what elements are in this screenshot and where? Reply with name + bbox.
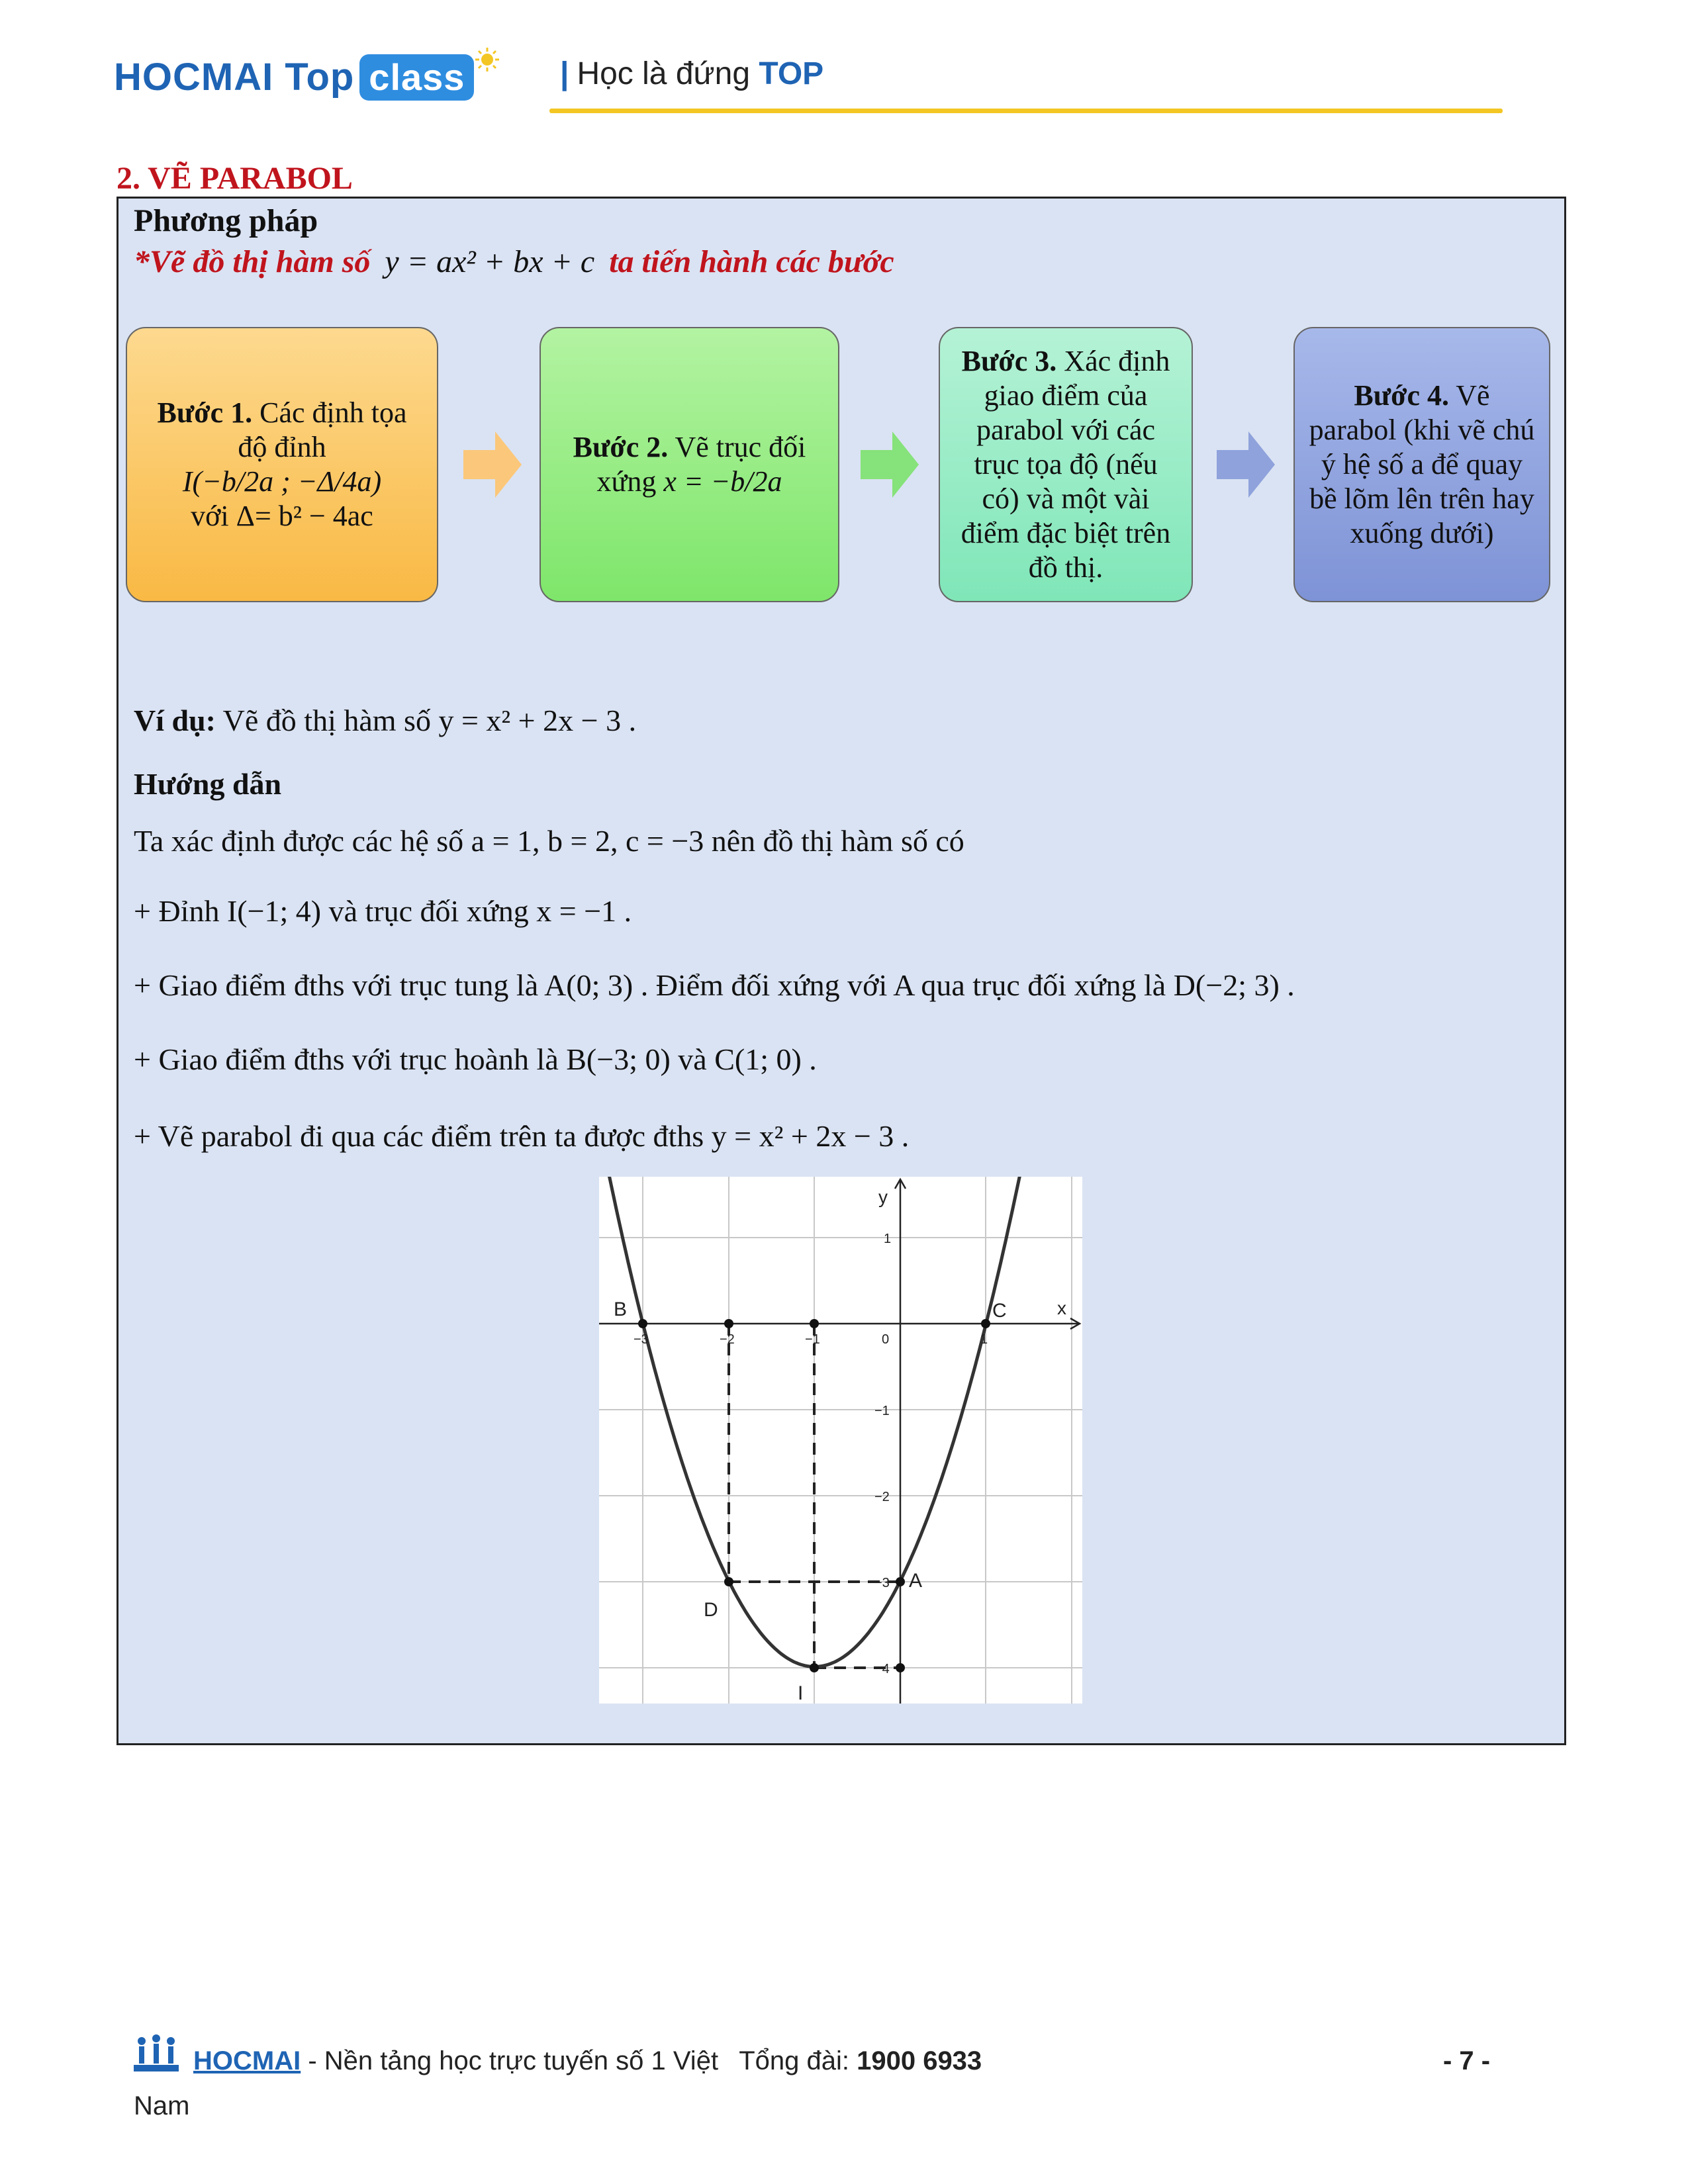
step-1-label: Bước 1.	[157, 396, 253, 429]
footer-brand-link[interactable]: HOCMAI	[193, 2046, 301, 2075]
y-axis-label: y	[878, 1187, 888, 1207]
step-2-box	[539, 327, 839, 602]
point-a-marker	[896, 1577, 905, 1586]
method-subtitle-prefix: *Vẽ đồ thị hàm số	[134, 244, 371, 279]
y-tick-label: −3	[874, 1576, 890, 1590]
point-marker	[810, 1319, 819, 1328]
guide-line: + Giao điểm đths với trục hoành là B(−3; 0) và C(1; 0) .	[134, 1042, 817, 1076]
step-3-label: Bước 3.	[961, 345, 1057, 377]
step-3-text: Xác định giao điểm của parabol với các trục tọa độ (nếu có) và một vài điểm đặc biệt trên đồ thị.	[961, 345, 1171, 584]
tagline-bold: TOP	[759, 56, 824, 91]
x-tick-label: −2	[720, 1332, 735, 1347]
y-tick-label: −1	[874, 1404, 890, 1418]
y-tick-label: −2	[874, 1490, 890, 1504]
point-i-label: I	[798, 1682, 804, 1704]
step-2-text: Vẽ trục đối xứng	[596, 431, 806, 498]
step-4-box	[1293, 327, 1550, 602]
guide-line: Ta xác định được các hệ số a = 1, b = 2, c = −3 nên đồ thị hàm số có	[134, 824, 964, 858]
step-1-note: với Δ= b² − 4ac	[191, 500, 373, 532]
method-subtitle-suffix: ta tiến hành các bước	[609, 244, 894, 279]
point-a-label: A	[909, 1570, 923, 1592]
point-b-marker	[638, 1319, 647, 1328]
point-marker	[896, 1663, 905, 1672]
example-formula: y = x² + 2x − 3 .	[438, 704, 637, 737]
x-axis-label: x	[1057, 1298, 1066, 1318]
method-subtitle	[134, 244, 894, 280]
footer-slogan-end: Nam	[134, 2091, 190, 2120]
step-2-label: Bước 2.	[573, 431, 669, 463]
guide-title	[134, 766, 281, 801]
arrow-right-icon	[1217, 432, 1275, 498]
guide-line: + Giao điểm đths với trục tung là A(0; 3) . Điểm đối xứng với A qua trục đối xứng là D(−2; 3) .	[134, 968, 1295, 1002]
step-3-box	[939, 327, 1193, 602]
example-line	[134, 703, 636, 738]
step-4-text: Vẽ parabol (khi vẽ chú ý hệ số a để quay bề lõm lên trên hay xuống dưới)	[1309, 379, 1535, 549]
page-number-text: - 7 -	[1443, 2046, 1491, 2075]
method-title: Phương pháp	[134, 203, 318, 238]
arrow-right-icon	[463, 432, 522, 498]
example-text: Vẽ đồ thị hàm số	[222, 704, 431, 737]
point-c-label: C	[992, 1300, 1007, 1322]
guide-line: + Đỉnh I(−1; 4) và trục đối xứng x = −1 .	[134, 894, 632, 928]
point-b-label: B	[614, 1298, 628, 1320]
footer-slogan: - Nền tảng học trực tuyến số 1 Việt	[308, 2046, 719, 2075]
footer-hotline-label: Tổng đài:	[739, 2046, 849, 2075]
step-4-label: Bước 4.	[1354, 379, 1450, 412]
parabola-graph	[599, 1177, 1082, 1704]
tagline	[560, 56, 823, 92]
point-c-marker	[981, 1319, 990, 1328]
step-1-box	[126, 327, 438, 602]
step-1-formula: I(−b/2a ; −Δ/4a)	[182, 465, 382, 498]
example-label: Ví dụ:	[134, 704, 216, 737]
x-tick-label: −1	[805, 1332, 820, 1347]
tagline-prefix: Học là đứng	[577, 56, 751, 91]
section-title: 2. VẼ PARABOL	[117, 161, 353, 196]
tagline-divider: |	[560, 56, 569, 91]
logo-text: HOCMAI Top	[114, 56, 355, 99]
step-1-text: Các định tọa độ đỉnh	[238, 396, 407, 463]
arrow-right-icon	[861, 432, 919, 498]
y-tick-label: 1	[884, 1232, 892, 1246]
method-formula: y = ax² + bx + c	[385, 244, 595, 279]
grid	[599, 1177, 1082, 1704]
guide-title-text: Hướng dẫn	[134, 767, 282, 801]
axes	[599, 1179, 1080, 1704]
footer-hotline-number: 1900 6933	[857, 2046, 982, 2075]
x-tick-label: 0	[882, 1332, 890, 1347]
step-2-formula: x = −b/2a	[663, 465, 782, 498]
page-number	[1443, 2046, 1490, 2076]
guide-line: + Vẽ parabol đi qua các điểm trên ta được đths y = x² + 2x − 3 .	[134, 1119, 910, 1153]
footer-line	[134, 2046, 982, 2076]
y-tick-label: −4	[874, 1662, 890, 1676]
parabola-curve	[599, 1177, 1051, 1666]
point-i-marker	[810, 1663, 819, 1672]
logo-class-badge: class	[359, 54, 474, 101]
point-marker	[724, 1319, 733, 1328]
hocmai-topclass-logo	[114, 54, 474, 101]
x-tick-label: −3	[633, 1332, 649, 1347]
header-underline	[549, 109, 1503, 113]
point-d-marker	[724, 1577, 733, 1586]
sun-icon	[474, 46, 500, 73]
point-d-label: D	[704, 1599, 718, 1621]
x-tick-label: 1	[980, 1332, 988, 1347]
